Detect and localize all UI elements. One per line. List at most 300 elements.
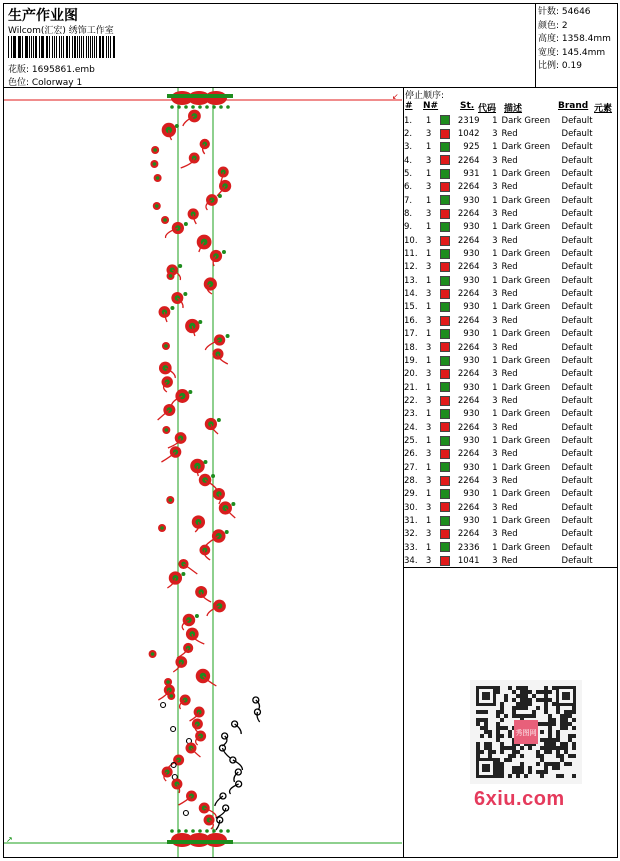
bead-dot bbox=[198, 829, 202, 833]
thread-code-cell: 3 bbox=[492, 449, 498, 460]
needle-number: 1 bbox=[425, 249, 432, 260]
stitch-count-cell: 2264 bbox=[457, 315, 480, 326]
thread-description-cell: Dark Green bbox=[501, 382, 551, 393]
qr-module bbox=[528, 690, 532, 694]
leaf-dot bbox=[198, 320, 202, 324]
flower-center bbox=[164, 344, 168, 348]
thread-code-cell: 3 bbox=[492, 289, 498, 300]
color-swatch bbox=[440, 141, 454, 154]
qr-module bbox=[548, 726, 552, 730]
thread-code-cell: 3 bbox=[492, 129, 498, 140]
vine-stroke bbox=[230, 784, 239, 794]
barcode-bar bbox=[52, 36, 53, 58]
barcode-bar bbox=[29, 36, 30, 58]
qr-module bbox=[496, 686, 500, 690]
qr-module bbox=[556, 710, 560, 714]
table-row bbox=[404, 408, 602, 421]
stitch-count-cell: 2264 bbox=[457, 422, 480, 433]
qr-module bbox=[564, 726, 568, 730]
design-height: 高度: 1358.4mm bbox=[538, 34, 611, 44]
leaf-dot bbox=[184, 222, 188, 226]
color-swatch bbox=[440, 301, 454, 314]
needle-number: 3 bbox=[425, 209, 432, 220]
thread-code-cell: 3 bbox=[492, 556, 498, 567]
qr-module bbox=[560, 722, 564, 726]
stitch-count-cell: 930 bbox=[463, 249, 480, 260]
qr-module bbox=[568, 762, 572, 766]
qr-module bbox=[500, 750, 504, 754]
qr-module bbox=[484, 746, 488, 750]
qr-module bbox=[520, 746, 524, 750]
qr-module bbox=[504, 694, 508, 698]
thread-brand-cell: Default bbox=[561, 449, 593, 460]
qr-module bbox=[544, 770, 548, 774]
stitch-count-cell: 930 bbox=[463, 355, 480, 366]
barcode-bar bbox=[88, 36, 89, 58]
qr-module bbox=[572, 718, 576, 722]
thread-brand-cell: Default bbox=[561, 329, 593, 340]
barcode-bar bbox=[106, 36, 107, 58]
needle-number: 3 bbox=[425, 422, 432, 433]
col-header-brand: Brand bbox=[558, 101, 589, 111]
flower-center bbox=[169, 274, 173, 278]
qr-module bbox=[548, 746, 552, 750]
qr-finder bbox=[482, 764, 490, 772]
qr-module bbox=[512, 770, 516, 774]
thread-description-cell: Red bbox=[501, 155, 518, 166]
barcode-bar bbox=[42, 36, 43, 58]
barcode-bar bbox=[108, 36, 109, 58]
qr-module bbox=[552, 686, 556, 690]
barcode-bar bbox=[47, 36, 48, 58]
barcode-bar bbox=[96, 36, 97, 58]
bead-dot bbox=[226, 105, 230, 109]
barcode-bar bbox=[113, 36, 114, 58]
qr-module bbox=[528, 746, 532, 750]
qr-module bbox=[504, 698, 508, 702]
leaf-dot bbox=[170, 306, 174, 310]
barcode-bar bbox=[110, 36, 111, 58]
qr-module bbox=[540, 690, 544, 694]
barcode-bar bbox=[39, 36, 40, 58]
stitch-count-cell: 2336 bbox=[457, 542, 480, 553]
needle-number: 3 bbox=[425, 369, 432, 380]
color-swatch bbox=[440, 234, 454, 247]
row-number: 34. bbox=[404, 556, 418, 567]
barcode-bar bbox=[63, 36, 64, 58]
qr-module bbox=[520, 754, 524, 758]
thread-brand-cell: Default bbox=[561, 275, 593, 286]
qr-module bbox=[520, 690, 524, 694]
qr-module bbox=[544, 686, 548, 690]
color-swatch bbox=[440, 354, 454, 367]
thread-code-cell: 1 bbox=[492, 302, 498, 313]
watermark-logo: 6xiu.com bbox=[474, 788, 565, 810]
stitch-count-cell: 930 bbox=[463, 489, 480, 500]
thread-description-cell: Red bbox=[501, 449, 518, 460]
thread-code-cell: 1 bbox=[492, 115, 498, 126]
thread-brand-cell: Default bbox=[561, 235, 593, 246]
table-divider bbox=[403, 567, 618, 568]
qr-module bbox=[556, 766, 560, 770]
row-number: 9. bbox=[404, 222, 413, 233]
thread-brand-cell: Default bbox=[561, 409, 593, 420]
swatch-icon bbox=[440, 422, 450, 432]
stitch-count-cell: 930 bbox=[463, 329, 480, 340]
table-row bbox=[404, 501, 602, 514]
thread-code-cell: 3 bbox=[492, 182, 498, 193]
qr-module bbox=[544, 702, 548, 706]
row-number: 11. bbox=[404, 249, 418, 260]
table-row bbox=[404, 127, 602, 140]
needle-number: 3 bbox=[425, 556, 432, 567]
qr-module bbox=[508, 734, 512, 738]
col-header-desc: 描述 bbox=[504, 104, 523, 114]
swatch-icon bbox=[440, 155, 450, 165]
row-number: 27. bbox=[404, 462, 418, 473]
stitch-count-cell: 930 bbox=[463, 382, 480, 393]
swatch-icon bbox=[440, 342, 450, 352]
barcode-bar bbox=[35, 36, 37, 58]
qr-module bbox=[500, 706, 504, 710]
thread-brand-cell: Default bbox=[561, 395, 593, 406]
qr-module bbox=[544, 710, 548, 714]
qr-module bbox=[508, 730, 512, 734]
qr-module bbox=[500, 726, 504, 730]
qr-module bbox=[560, 758, 564, 762]
thread-description-cell: Red bbox=[501, 556, 518, 567]
stitch-count-cell: 2264 bbox=[457, 502, 480, 513]
bead-dot bbox=[226, 829, 230, 833]
swatch-icon bbox=[440, 276, 450, 286]
barcode-bar bbox=[49, 36, 50, 58]
qr-module bbox=[488, 746, 492, 750]
thread-description-cell: Dark Green bbox=[501, 435, 551, 446]
table-row bbox=[404, 354, 602, 367]
swatch-icon bbox=[440, 289, 450, 299]
qr-module bbox=[492, 750, 496, 754]
color-swatch bbox=[440, 127, 454, 140]
barcode-bar bbox=[8, 36, 9, 58]
needle-number: 1 bbox=[425, 222, 432, 233]
leaf-dot bbox=[181, 572, 185, 576]
qr-module bbox=[528, 770, 532, 774]
qr-module bbox=[500, 702, 504, 706]
qr-module bbox=[556, 762, 560, 766]
row-number: 32. bbox=[404, 529, 418, 540]
thread-code-cell: 1 bbox=[492, 195, 498, 206]
qr-module bbox=[476, 742, 480, 746]
table-row bbox=[404, 154, 602, 167]
thread-brand-cell: Default bbox=[561, 369, 593, 380]
color-swatch bbox=[440, 154, 454, 167]
barcode-bar bbox=[103, 36, 104, 58]
col-header-element: 元素 bbox=[594, 104, 613, 114]
row-number: 31. bbox=[404, 515, 418, 526]
thread-description-cell: Dark Green bbox=[501, 515, 551, 526]
page-title: 生产作业图 bbox=[8, 8, 78, 24]
barcode-bar bbox=[77, 36, 78, 58]
qr-module bbox=[544, 698, 548, 702]
stitch-count-cell: 930 bbox=[463, 195, 480, 206]
qr-module bbox=[512, 750, 516, 754]
qr-module bbox=[500, 762, 504, 766]
thread-brand-cell: Default bbox=[561, 115, 593, 126]
info-divider bbox=[535, 3, 536, 87]
stitch-count-cell: 2264 bbox=[457, 449, 480, 460]
outline-flower bbox=[171, 727, 176, 732]
qr-module bbox=[544, 762, 548, 766]
qr-module bbox=[544, 742, 548, 746]
stop-sequence-table bbox=[404, 114, 602, 568]
flower-center bbox=[151, 652, 155, 656]
qr-module bbox=[480, 750, 484, 754]
qr-module bbox=[500, 718, 504, 722]
color-count: 颜色: 2 bbox=[538, 20, 568, 31]
qr-module bbox=[556, 754, 560, 758]
qr-module bbox=[524, 694, 528, 698]
thread-code-cell: 1 bbox=[492, 249, 498, 260]
swatch-icon bbox=[440, 129, 450, 139]
qr-module bbox=[504, 758, 508, 762]
barcode-bar bbox=[33, 36, 34, 58]
needle-number: 1 bbox=[425, 489, 432, 500]
qr-module bbox=[540, 770, 544, 774]
qr-module bbox=[536, 690, 540, 694]
flower-center bbox=[165, 428, 169, 432]
color-swatch bbox=[440, 368, 454, 381]
qr-module bbox=[568, 714, 572, 718]
qr-module bbox=[508, 746, 512, 750]
qr-module bbox=[520, 702, 524, 706]
col-header-code: 代码 bbox=[478, 104, 497, 114]
swatch-icon bbox=[440, 169, 450, 179]
color-swatch bbox=[440, 554, 454, 567]
barcode-bar bbox=[56, 36, 57, 58]
thread-code-cell: 1 bbox=[492, 142, 498, 153]
bead-dot bbox=[177, 829, 181, 833]
swatch-icon bbox=[440, 209, 450, 219]
qr-module bbox=[532, 694, 536, 698]
thread-brand-cell: Default bbox=[561, 475, 593, 486]
bead-dot bbox=[177, 105, 181, 109]
qr-module bbox=[556, 774, 560, 778]
qr-module bbox=[544, 746, 548, 750]
qr-finder bbox=[562, 692, 570, 700]
needle-number: 3 bbox=[425, 182, 432, 193]
qr-module bbox=[524, 698, 528, 702]
qr-module bbox=[496, 722, 500, 726]
thread-code-cell: 3 bbox=[492, 155, 498, 166]
stitch-count-cell: 1041 bbox=[457, 556, 480, 567]
qr-module bbox=[512, 714, 516, 718]
thread-description-cell: Red bbox=[501, 475, 518, 486]
color-swatch bbox=[440, 474, 454, 487]
col-header-no: # bbox=[405, 101, 413, 111]
swatch-icon bbox=[440, 382, 450, 392]
thread-description-cell: Dark Green bbox=[501, 355, 551, 366]
qr-finder bbox=[482, 692, 490, 700]
table-row bbox=[404, 287, 602, 300]
thread-description-cell: Dark Green bbox=[501, 275, 551, 286]
thread-description-cell: Dark Green bbox=[501, 302, 551, 313]
thread-description-cell: Dark Green bbox=[501, 542, 551, 553]
thread-brand-cell: Default bbox=[561, 422, 593, 433]
row-number: 3. bbox=[404, 142, 413, 153]
qr-module bbox=[544, 694, 548, 698]
thread-description-cell: Red bbox=[501, 289, 518, 300]
vine-stroke bbox=[222, 748, 230, 758]
row-number: 33. bbox=[404, 542, 418, 553]
qr-module bbox=[480, 718, 484, 722]
row-number: 8. bbox=[404, 209, 413, 220]
qr-module bbox=[540, 758, 544, 762]
qr-module bbox=[548, 742, 552, 746]
needle-number: 3 bbox=[425, 342, 432, 353]
row-number: 10. bbox=[404, 235, 418, 246]
swatch-icon bbox=[440, 356, 450, 366]
needle-number: 3 bbox=[425, 235, 432, 246]
swatch-icon bbox=[440, 249, 450, 259]
qr-module bbox=[512, 754, 516, 758]
thread-brand-cell: Default bbox=[561, 195, 593, 206]
qr-module bbox=[516, 694, 520, 698]
vine-stroke bbox=[184, 564, 198, 574]
leaf-dot bbox=[231, 502, 235, 506]
color-swatch bbox=[440, 541, 454, 554]
qr-module bbox=[476, 710, 480, 714]
qr-module bbox=[484, 718, 488, 722]
barcode-bar bbox=[83, 36, 84, 58]
qr-module bbox=[544, 738, 548, 742]
needle-number: 3 bbox=[425, 129, 432, 140]
qr-module bbox=[532, 714, 536, 718]
swatch-icon bbox=[440, 182, 450, 192]
row-number: 6. bbox=[404, 182, 413, 193]
table-row bbox=[404, 461, 602, 474]
qr-module bbox=[496, 758, 500, 762]
thread-brand-cell: Default bbox=[561, 342, 593, 353]
qr-module bbox=[572, 710, 576, 714]
barcode-bar bbox=[59, 36, 60, 58]
table-row bbox=[404, 234, 602, 247]
barcode-bar bbox=[41, 36, 42, 58]
swatch-icon bbox=[440, 262, 450, 272]
swatch-icon bbox=[440, 115, 450, 125]
stitch-count-cell: 2264 bbox=[457, 262, 480, 273]
flower-center bbox=[169, 694, 173, 698]
thread-description-cell: Dark Green bbox=[501, 222, 551, 233]
barcode-bar bbox=[54, 36, 56, 58]
qr-module bbox=[512, 698, 516, 702]
embroidery-design-preview bbox=[4, 88, 402, 857]
qr-module bbox=[520, 694, 524, 698]
color-swatch bbox=[440, 434, 454, 447]
thread-brand-cell: Default bbox=[561, 435, 593, 446]
qr-module bbox=[512, 710, 516, 714]
stitch-count-cell: 1042 bbox=[457, 129, 480, 140]
row-number: 19. bbox=[404, 355, 418, 366]
needle-number: 1 bbox=[425, 435, 432, 446]
bead-dot bbox=[184, 105, 188, 109]
thread-code-cell: 1 bbox=[492, 462, 498, 473]
needle-number: 1 bbox=[425, 115, 432, 126]
qr-module bbox=[536, 706, 540, 710]
table-row bbox=[404, 514, 602, 527]
qr-module bbox=[504, 726, 508, 730]
qr-module bbox=[544, 766, 548, 770]
thread-code-cell: 1 bbox=[492, 542, 498, 553]
leaf-dot bbox=[225, 530, 229, 534]
barcode-bar bbox=[31, 36, 32, 58]
thread-description-cell: Red bbox=[501, 529, 518, 540]
qr-module bbox=[544, 750, 548, 754]
qr-module bbox=[568, 734, 572, 738]
row-number: 17. bbox=[404, 329, 418, 340]
thread-brand-cell: Default bbox=[561, 462, 593, 473]
table-row bbox=[404, 261, 602, 274]
qr-module bbox=[560, 746, 564, 750]
bead-dot bbox=[198, 105, 202, 109]
outline-flower bbox=[183, 811, 188, 816]
vine-stroke bbox=[257, 712, 260, 722]
needle-number: 3 bbox=[425, 155, 432, 166]
color-swatch bbox=[440, 501, 454, 514]
color-swatch bbox=[440, 528, 454, 541]
qr-module bbox=[524, 714, 528, 718]
needle-number: 1 bbox=[425, 542, 432, 553]
qr-module bbox=[516, 706, 520, 710]
thread-description-cell: Dark Green bbox=[501, 249, 551, 260]
flower-center bbox=[160, 526, 164, 530]
row-number: 16. bbox=[404, 315, 418, 326]
thread-code-cell: 1 bbox=[492, 515, 498, 526]
qr-module bbox=[572, 706, 576, 710]
qr-module bbox=[516, 702, 520, 706]
qr-module bbox=[556, 730, 560, 734]
row-number: 15. bbox=[404, 302, 418, 313]
thread-description-cell: Red bbox=[501, 315, 518, 326]
qr-module bbox=[540, 774, 544, 778]
stitch-count-cell: 2264 bbox=[457, 209, 480, 220]
needle-number: 3 bbox=[425, 315, 432, 326]
qr-module bbox=[500, 766, 504, 770]
bead-dot bbox=[170, 829, 174, 833]
thread-brand-cell: Default bbox=[561, 542, 593, 553]
leaf-dot bbox=[203, 460, 207, 464]
swatch-icon bbox=[440, 142, 450, 152]
barcode-bar bbox=[46, 36, 47, 58]
qr-module bbox=[560, 742, 564, 746]
thread-brand-cell: Default bbox=[561, 382, 593, 393]
qr-module bbox=[484, 730, 488, 734]
swatch-icon bbox=[440, 489, 450, 499]
leaf-dot bbox=[211, 474, 215, 478]
qr-module bbox=[496, 734, 500, 738]
color-swatch bbox=[440, 261, 454, 274]
qr-module bbox=[512, 766, 516, 770]
qr-module bbox=[496, 774, 500, 778]
stitch-count-cell: 931 bbox=[463, 169, 480, 180]
table-row bbox=[404, 528, 602, 541]
qr-module bbox=[488, 734, 492, 738]
thread-code-cell: 3 bbox=[492, 475, 498, 486]
swatch-icon bbox=[440, 369, 450, 379]
table-row bbox=[404, 448, 602, 461]
swatch-icon bbox=[440, 409, 450, 419]
qr-module bbox=[520, 762, 524, 766]
qr-module bbox=[524, 690, 528, 694]
